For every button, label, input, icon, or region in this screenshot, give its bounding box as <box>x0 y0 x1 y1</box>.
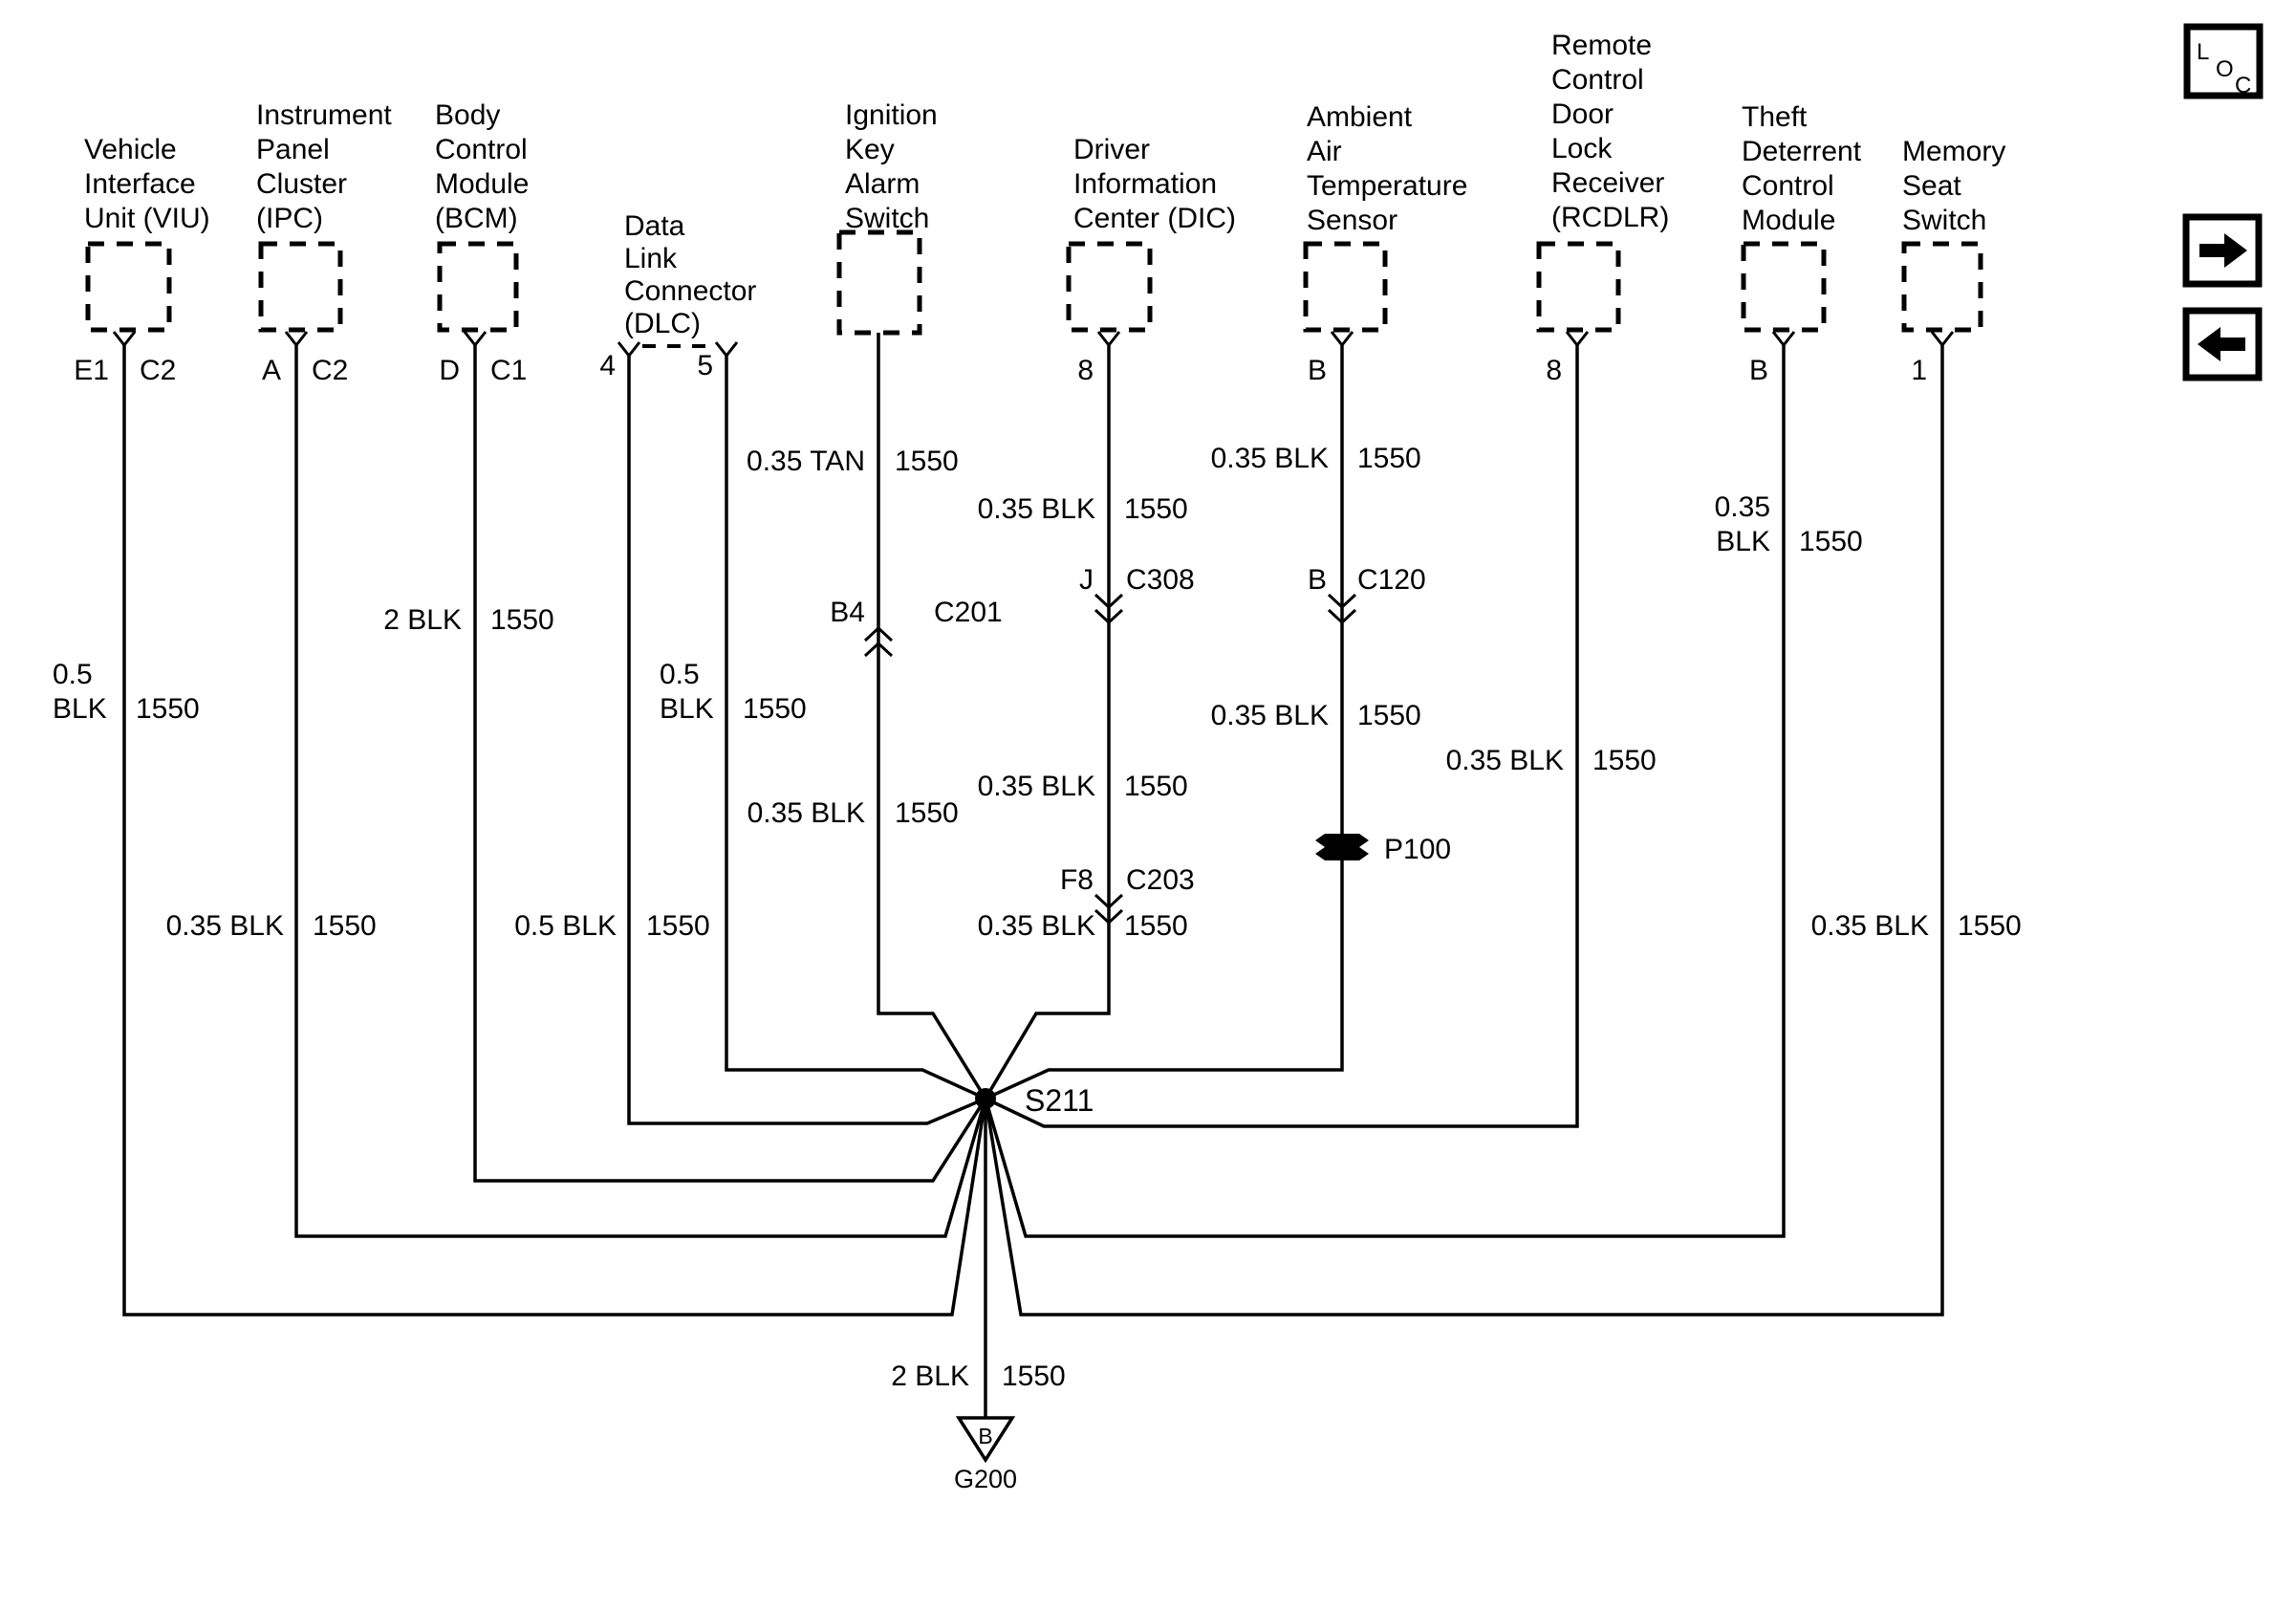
ground-g200 <box>891 1361 1065 1493</box>
module-label: Information <box>1073 168 1218 200</box>
wire-ipc-to-s211 <box>296 345 986 1236</box>
wire-spec: 0.35 BLK <box>977 771 1095 802</box>
wire-viu-to-s211 <box>124 345 986 1315</box>
wire-spec: 0.35 TAN <box>747 446 865 477</box>
module-label: Link <box>624 243 678 274</box>
connector-pin: B <box>1307 564 1327 596</box>
module-label: Theft <box>1742 101 1808 133</box>
loc-letter-o: O <box>2216 56 2234 82</box>
wire-circuit: 1550 <box>1592 745 1657 776</box>
module-label: Switch <box>1902 205 1987 236</box>
wire-circuit: 1550 <box>1357 700 1421 731</box>
y-connector-icon <box>1773 332 1794 345</box>
y-connector-icon <box>1932 332 1953 345</box>
grommet-icon <box>1315 847 1369 860</box>
connector-name: C203 <box>1126 864 1195 896</box>
pin-label: C2 <box>312 355 349 386</box>
pin-label: 8 <box>1546 355 1562 386</box>
pin-label: B <box>1307 355 1327 386</box>
module-box <box>1744 244 1824 330</box>
module-dlc <box>599 210 756 381</box>
y-connector-icon <box>618 342 639 356</box>
wire-spec: 0.35 BLK <box>747 797 865 829</box>
wire-circuit: 1550 <box>1799 526 1863 557</box>
module-box <box>1904 244 1981 330</box>
wire-circuit: 1550 <box>1958 910 2022 942</box>
module-label: Lock <box>1551 133 1613 164</box>
pin-label: 5 <box>697 350 713 381</box>
module-label: Memory <box>1902 136 2006 167</box>
module-label: Control <box>1742 170 1834 202</box>
module-label: Data <box>624 210 685 242</box>
module-ignition-key-alarm-switch <box>839 99 938 333</box>
wire-circuit: 1550 <box>1357 443 1421 474</box>
wire-circuit: 1550 <box>743 693 807 725</box>
module-label: Module <box>435 168 530 200</box>
module-label: Driver <box>1073 134 1150 165</box>
module-label: Alarm <box>845 168 921 200</box>
loc-letter-c: C <box>2235 73 2252 98</box>
y-connector-icon <box>1098 332 1119 345</box>
module-label: Body <box>435 99 501 131</box>
wire-spec: 0.35 BLK <box>977 493 1095 525</box>
module-ambient-air-temp-sensor <box>1306 101 1467 386</box>
pass-through-label: P100 <box>1384 834 1452 865</box>
ground-name: G200 <box>953 1465 1018 1493</box>
module-box <box>1069 244 1150 330</box>
module-box <box>261 244 340 330</box>
pin-label: E1 <box>74 355 109 386</box>
module-label: Connector <box>624 275 757 307</box>
module-label: Unit (VIU) <box>84 203 210 234</box>
wire-spec: BLK <box>660 693 714 725</box>
loc-button[interactable] <box>2187 27 2260 98</box>
wire-circuit: 1550 <box>646 910 710 942</box>
module-label: Key <box>845 134 895 165</box>
wire-theft-to-s211 <box>986 345 1784 1236</box>
wire-dic-to-s211 <box>986 345 1109 1099</box>
wire-spec: 0.35 BLK <box>1210 700 1329 731</box>
module-box <box>440 244 516 330</box>
wire-spec: 0.5 <box>53 659 93 690</box>
module-box <box>1306 244 1385 330</box>
module-label: Interface <box>84 168 196 200</box>
pin-label: B <box>1748 355 1768 386</box>
wire-circuit: 1550 <box>313 910 377 942</box>
prev-page-button[interactable] <box>2186 311 2259 378</box>
wire-circuit: 1550 <box>895 446 959 477</box>
wire-circuit: 1550 <box>1124 910 1188 942</box>
wire-spec: 0.5 BLK <box>514 910 617 942</box>
pin-label: C1 <box>490 355 528 386</box>
module-label: Door <box>1551 98 1614 130</box>
module-label: Center (DIC) <box>1073 203 1237 234</box>
module-box <box>839 232 920 333</box>
module-label: Switch <box>845 203 930 234</box>
y-connector-icon <box>465 332 486 345</box>
wire-memory-to-s211 <box>986 345 1942 1315</box>
wire-spec: 0.5 <box>660 659 700 690</box>
pin-label: C2 <box>140 355 177 386</box>
wire-spec: BLK <box>53 693 107 725</box>
wire-spec: 0.35 BLK <box>1810 910 1929 942</box>
module-label: Module <box>1742 205 1836 236</box>
wire-circuit: 1550 <box>895 797 959 829</box>
connector-name: C308 <box>1126 564 1195 596</box>
wire-spec: 0.35 BLK <box>1210 443 1329 474</box>
grommet-icon <box>1315 834 1369 847</box>
wire-circuit: 1550 <box>136 693 200 725</box>
wire-spec: 0.35 BLK <box>977 910 1095 942</box>
pin-label: 4 <box>599 350 616 381</box>
y-connector-icon <box>114 332 135 345</box>
module-label: (IPC) <box>256 203 323 234</box>
module-label: Instrument <box>256 99 392 131</box>
module-box <box>1539 244 1618 330</box>
y-connector-icon <box>286 332 307 345</box>
wire-circuit: 1550 <box>490 604 554 636</box>
splice-dot <box>975 1088 996 1109</box>
wire-spec: 0.35 BLK <box>165 910 284 942</box>
pin-label: A <box>261 355 281 386</box>
wire-spec: 0.35 BLK <box>1445 745 1564 776</box>
module-theft-deterrent <box>1742 101 1862 386</box>
module-label: (RCDLR) <box>1551 202 1670 233</box>
wire-spec: 2 BLK <box>891 1361 969 1392</box>
nav-controls <box>2186 27 2260 378</box>
module-viu <box>74 134 209 386</box>
wire-circuit: 1550 <box>1124 771 1188 802</box>
module-box <box>88 244 169 330</box>
pin-label: 1 <box>1911 355 1927 386</box>
y-connector-icon <box>716 342 737 356</box>
module-label: Ignition <box>845 99 938 131</box>
module-label: Remote <box>1551 30 1653 61</box>
module-label: Receiver <box>1551 167 1665 199</box>
module-label: Cluster <box>256 168 348 200</box>
splice-label: S211 <box>1025 1083 1094 1118</box>
module-label: Seat <box>1902 170 1961 202</box>
wire-spec: 0.35 <box>1714 491 1770 523</box>
module-ipc <box>256 99 392 386</box>
connector-pin: F8 <box>1059 864 1094 896</box>
module-memory-seat-switch <box>1902 136 2005 386</box>
module-label: Temperature <box>1307 170 1468 202</box>
module-label: (DLC) <box>624 308 701 339</box>
loc-letter-l: L <box>2197 39 2210 65</box>
module-label: Deterrent <box>1742 136 1862 167</box>
module-label: Control <box>1551 64 1644 96</box>
wire-circuit: 1550 <box>1124 493 1188 525</box>
wire-circuit: 1550 <box>1002 1361 1066 1392</box>
module-label: Ambient <box>1307 101 1413 133</box>
pin-label: D <box>439 355 460 386</box>
connector-name: C201 <box>934 597 1003 628</box>
module-label: Air <box>1307 136 1342 167</box>
next-page-button[interactable] <box>2186 217 2259 284</box>
wire-labels <box>53 443 2022 942</box>
module-label: (BCM) <box>435 203 518 234</box>
module-label: Sensor <box>1307 205 1398 236</box>
pin-label: 8 <box>1077 355 1094 386</box>
module-label: Control <box>435 134 528 165</box>
y-connector-icon <box>1567 332 1588 345</box>
module-label: Panel <box>256 134 330 165</box>
wire-spec: BLK <box>1716 526 1770 557</box>
connector-pin: J <box>1079 564 1094 596</box>
module-label: Vehicle <box>84 134 177 165</box>
wire-spec: 2 BLK <box>383 604 462 636</box>
connector-pin: B4 <box>830 597 865 628</box>
module-bcm <box>435 99 529 386</box>
y-connector-icon <box>1332 332 1353 345</box>
module-rcdlr <box>1539 30 1669 386</box>
connector-name: C120 <box>1357 564 1426 596</box>
ground-pin: B <box>978 1424 993 1448</box>
module-dic <box>1069 134 1236 386</box>
